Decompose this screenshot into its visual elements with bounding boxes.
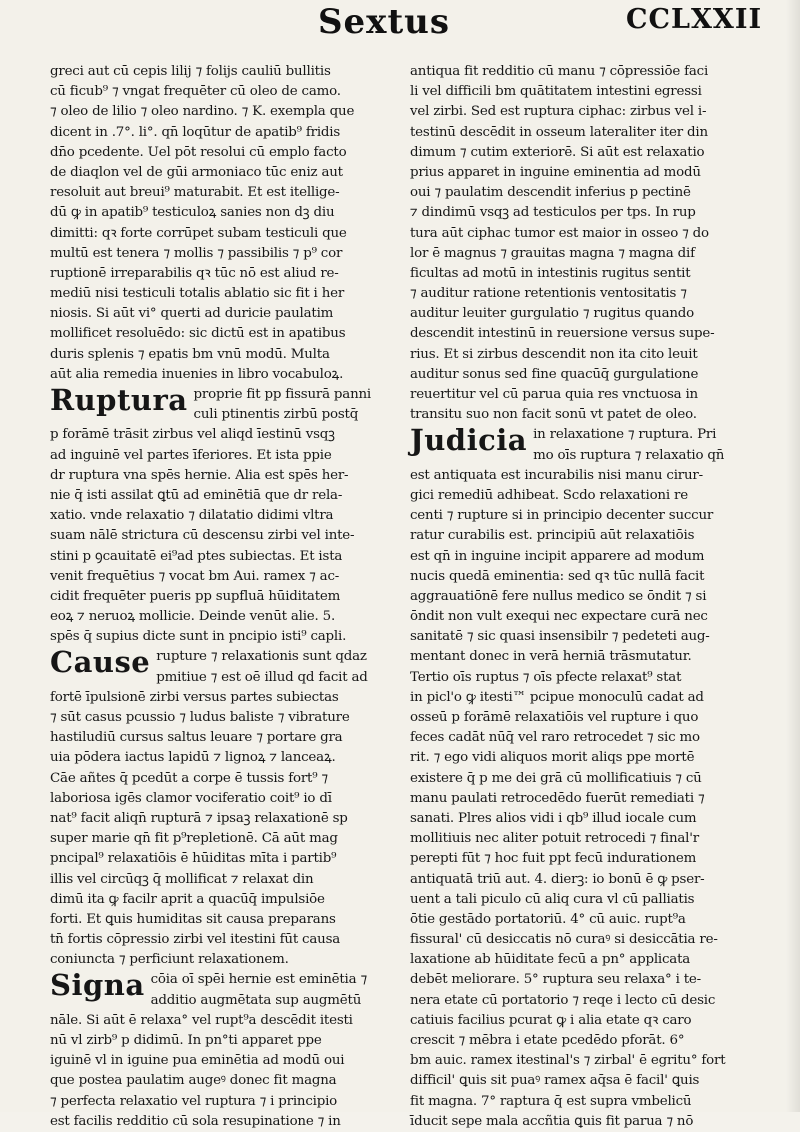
running-title: Sextus bbox=[318, 2, 451, 42]
judicia-heading: Judicia bbox=[410, 423, 528, 458]
judicia-heading-line bbox=[410, 423, 765, 463]
text-line: spēs q̄ supius dicte sunt in pncipio isti⁹ capli. bbox=[50, 629, 347, 645]
text-line: sanati. Plres alios vidi i qb⁹ illud iocale cum bbox=[410, 810, 697, 826]
text-line: descendit intestinū in reuersione versus supe- bbox=[410, 326, 715, 342]
text-line: ruptionē irreparabilis qꝛ tūc nō est aliud re- bbox=[50, 265, 339, 281]
text-line: ⁊ oleo de lilio ⁊ oleo nardino. ⁊ K. exempla que bbox=[50, 104, 355, 120]
text-line: laxatione ab hūiditate fecū a pn° applicata bbox=[410, 952, 691, 968]
text-line: dn̄o pcedente. Uel pōt resolui cū emplo facto bbox=[50, 144, 347, 160]
text-line: nū vl zirb⁹ p didimū. In pn°ti apparet ppe bbox=[50, 1033, 322, 1048]
text-line: li vel difficili bm quātitatem intestini egressi bbox=[410, 84, 702, 100]
text-line: duris splenis ⁊ epatis bm vnū modū. Multa bbox=[50, 346, 330, 362]
text-line: eoꝝ ⁊ neruoꝝ mollicie. Deinde venūt alie. 5. bbox=[50, 609, 336, 625]
text-line: venit frequētius ⁊ vocat bm Aui. ramex ⁊ ac- bbox=[50, 568, 340, 584]
text-line: oui ⁊ paulatim descendit inferius p pectinē bbox=[410, 185, 691, 201]
text-line: Cāe añtes q̄ pcedūt a corpe ē tussis fort⁹ ⁊ bbox=[50, 770, 328, 786]
text-line: que postea paulatim augeꝰ donec fit magna bbox=[50, 1073, 337, 1089]
text-line: pncipal⁹ relaxatiōis ē hūiditas mīta i partib⁹ bbox=[50, 851, 337, 867]
signa-first-line: cōia oī spēi hernie est eminētia ⁊ bbox=[150, 972, 367, 988]
ruptura-heading: Ruptura bbox=[50, 383, 188, 417]
text-line: dū ꝙ in apatib⁹ testiculoꝝ sanies non dꝫ diu bbox=[50, 205, 335, 221]
right-opening-paragraph bbox=[410, 62, 765, 425]
text-line: suam nālē strictura cū descensu zirbi vel inte- bbox=[50, 528, 355, 544]
text-line: dimū ita ꝙ facilr aprit a quacūq̄ impulsiōe bbox=[50, 891, 325, 907]
text-line: feces cadāt nūq̄ vel raro retrocedet ⁊ sic mo bbox=[410, 730, 700, 746]
text-line: perepti fūt ⁊ hoc fuit ppt fecū indurationem bbox=[410, 851, 697, 867]
text-line: est facilis redditio cū sola resupinatione ⁊ in bbox=[50, 1113, 341, 1129]
text-line: mentant donec in verā herniā trāsmutatur. bbox=[410, 649, 692, 665]
text-line: nera etate cū portatorio ⁊ reqe i lecto cū desic bbox=[410, 992, 716, 1008]
signa-heading-line bbox=[50, 968, 410, 1008]
text-line: stini p ꝯcauitatē ei⁹ad ptes subiectas. Et ista bbox=[50, 548, 343, 564]
text-line: debēt meliorare. 5° ruptura seu relaxa° i te- bbox=[410, 972, 701, 988]
ruptura-heading-line bbox=[50, 383, 410, 423]
right-column bbox=[410, 62, 765, 1132]
judicia-heading-text bbox=[533, 425, 724, 465]
text-line: p forāmē trāsit zirbus vel aliqd īestinū vsqꝫ bbox=[50, 427, 335, 443]
text-line: est antiquata est incurabilis nisi manu cirur- bbox=[410, 467, 703, 483]
signa-paragraph bbox=[50, 1011, 410, 1132]
text-line: aggrauatiōnē fere nullus medico se ōndit ⁊ si bbox=[410, 588, 707, 604]
text-line: dr ruptura vna spēs hernie. Alia est spēs her- bbox=[50, 467, 349, 483]
signa-heading: Signa bbox=[50, 968, 145, 1003]
text-line: manu paulati retrocedēdo fuerūt remediati ⁊ bbox=[410, 790, 705, 806]
text-line: īducit sepe mala accñtia ꝗuis fit parua ⁊ nō bbox=[410, 1113, 694, 1129]
text-line: fit magna. 7° raptura q̄ est supra vmbelicū bbox=[410, 1093, 692, 1109]
left-column bbox=[50, 62, 410, 1132]
text-line: de diaqlon vel de gūi armoniaco tūc eniz aut bbox=[50, 164, 343, 180]
text-line: in picl'o ꝙ itesti™ pcipue monoculū cadat ad bbox=[410, 689, 704, 705]
text-line: cidit frequēter pueris pp supfluā hūiditatem bbox=[50, 588, 341, 604]
text-line: iguinē vl in iguine pua eminētia ad modū oui bbox=[50, 1053, 345, 1069]
judicia-second-line: mo oīs ruptura ⁊ relaxatio qn̄ bbox=[533, 447, 725, 463]
ruptura-second-line: culi ptinentis zirbū postq̄ bbox=[193, 407, 359, 423]
text-line: resoluit aut breui⁹ maturabit. Et est itellige- bbox=[50, 185, 340, 201]
text-line: gici remediū adhibeat. Scdo relaxationi re bbox=[410, 487, 688, 503]
cause-first-line: rupture ⁊ relaxationis sunt qdaz bbox=[156, 649, 367, 665]
text-line: tn̄ fortis cōpressio zirbi vel itestini fūt causa bbox=[50, 932, 341, 948]
cause-heading: Cause bbox=[50, 645, 151, 680]
text-line: forti. Et ꝗuis humiditas sit causa preparans bbox=[50, 911, 336, 927]
text-line: reuertitur vel cū parua quia res vnctuosa in bbox=[410, 387, 698, 402]
text-line: prius apparet in inguine eminentia ad modū bbox=[410, 164, 701, 180]
folio-number: CCLXXII bbox=[626, 4, 763, 35]
text-line: dicent in .7°. li°. qn̄ loqūtur de apatib⁹ fridis bbox=[50, 124, 341, 140]
text-line: osseū p forāmē relaxatiōis vel rupture i quo bbox=[410, 710, 699, 725]
text-line: sanitatē ⁊ sic quasi insensibilr ⁊ pedeteti aug- bbox=[410, 629, 710, 645]
ruptura-heading-text bbox=[194, 385, 371, 425]
cause-paragraph bbox=[50, 688, 410, 971]
cause-second-line: pmitiue ⁊ est oē illud qd facit ad bbox=[156, 669, 368, 685]
text-line: testinū descēdit in osseum lateraliter iter din bbox=[410, 124, 708, 140]
text-line: bm auic. ramex itestinal's ⁊ zirbal' ē egritu° fort bbox=[410, 1053, 726, 1069]
text-line: mediū nisi testiculi totalis ablatio sic fit i her bbox=[50, 286, 345, 302]
text-line: rius. Et si zirbus descendit non ita cito leuit bbox=[410, 346, 698, 362]
cause-heading-text bbox=[156, 647, 367, 687]
text-line: ad inguinē vel partes īferiores. Et ista ppie bbox=[50, 447, 332, 463]
signa-second-line: additio augmētata sup augmētū bbox=[150, 992, 362, 1008]
page-edge bbox=[786, 0, 800, 1112]
text-line: fortē īpulsionē zirbi versus partes subiectas bbox=[50, 689, 339, 705]
text-line: catiuis facilius pcurat ꝙ i alia etate qꝛ caro bbox=[410, 1012, 692, 1028]
judicia-paragraph bbox=[410, 466, 765, 1132]
text-line: hastiludiū cursus saltus leuare ⁊ portare gra bbox=[50, 730, 343, 746]
text-line: centi ⁊ rupture si in principio decenter succur bbox=[410, 508, 714, 524]
text-line: Tertio oīs ruptus ⁊ oīs pfecte relaxat⁹ stat bbox=[410, 669, 682, 685]
text-line: auditur sonus sed fine quacūq̄ gurgulatione bbox=[410, 366, 699, 382]
left-opening-paragraph bbox=[50, 62, 410, 385]
text-line: cū ficub⁹ ⁊ vngat frequēter cū oleo de camo. bbox=[50, 84, 341, 100]
text-line: aūt alia remedia inuenies in libro vocabuloꝝ. bbox=[50, 366, 344, 382]
text-line: dimitti: qꝛ forte corrūpet subam testiculi que bbox=[50, 225, 347, 241]
text-line: lor ē magnus ⁊ grauitas magna ⁊ magna dif bbox=[410, 245, 695, 261]
text-line: ⁊ auditur ratione retentionis ventositatis ⁊ bbox=[410, 286, 687, 302]
text-line: difficil' ꝗuis sit puaꝰ ramex aq̄sa ē facil' ꝗuis bbox=[410, 1073, 700, 1089]
text-line: ⁊ perfecta relaxatio vel ruptura ⁊ i principio bbox=[50, 1093, 338, 1109]
text-line: est qn̄ in inguine incipit apparere ad modum bbox=[410, 548, 705, 564]
text-line: antiqua fit redditio cū manu ⁊ cōpressiōe faci bbox=[410, 64, 709, 79]
text-line: nat⁹ facit aliqn̄ rupturā ⁊ ipsaꝫ relaxationē sp bbox=[50, 810, 348, 826]
text-line: crescit ⁊ mēbra i etate pcedēdo pforāt. 6° bbox=[410, 1033, 685, 1048]
text-line: existere q̄ p me dei grā cū mollificatiuis ⁊ cū bbox=[410, 770, 702, 786]
judicia-first-line: in relaxatione ⁊ ruptura. Pri bbox=[533, 427, 717, 443]
text-line: coniuncta ⁊ perficiunt relaxationem. bbox=[50, 952, 289, 968]
text-line: ⁊ sūt casus pcussio ⁊ ludus baliste ⁊ vibrature bbox=[50, 710, 350, 725]
text-line: niosis. Si aūt vi° querti ad duricie paulatim bbox=[50, 306, 334, 322]
text-line: ratur curabilis est. principiū aūt relaxatiōis bbox=[410, 528, 695, 544]
text-line: fissural' cū desiccatis nō curaꝰ si desiccātia re- bbox=[410, 932, 718, 948]
text-line: uia pōdera iactus lapidū ⁊ lignoꝝ ⁊ lanceaꝝ. bbox=[50, 750, 336, 766]
text-line: dimum ⁊ cutim exteriorē. Si aūt est relaxatio bbox=[410, 144, 705, 160]
text-line: rit. ⁊ ego vidi aliquos morit aliqs ppe mortē bbox=[410, 750, 695, 766]
signa-heading-text bbox=[151, 970, 367, 1010]
text-line: tura aūt ciphac tumor est maior in osseo ⁊ do bbox=[410, 225, 709, 241]
text-line: ōtie gestādo portatoriū. 4° cū auic. rupt⁹a bbox=[410, 911, 686, 927]
text-line: vel zirbi. Sed est ruptura ciphac: zirbus vel i- bbox=[410, 104, 707, 120]
text-line: nucis quedā eminentia: sed qꝛ tūc nullā facit bbox=[410, 568, 705, 584]
text-line: mollificet resoluēdo: sic dictū est in apatibus bbox=[50, 326, 346, 342]
text-line: super marie qn̄ fit p⁹repletionē. Cā aūt mag bbox=[50, 831, 338, 847]
text-line: nie q̄ isti assilat ꝗtū ad eminētiā que dr rela- bbox=[50, 487, 343, 503]
text-line: antiquatā triū aut. 4. dierꝫ: io bonū ē ꝙ pser- bbox=[410, 871, 705, 887]
text-line: laboriosa igēs clamor vociferatio coit⁹ io dī bbox=[50, 790, 332, 806]
text-line: ōndit non vult exequi nec expectare curā nec bbox=[410, 609, 708, 625]
text-line: nāle. Si aūt ē relaxa° vel rupt⁹a descēdit itesti bbox=[50, 1012, 353, 1028]
text-line: ficultas ad motū in intestinis rugitus sentit bbox=[410, 265, 691, 281]
text-line: greci aut cū cepis lilij ⁊ folijs cauliū bullitis bbox=[50, 64, 331, 79]
cause-heading-line bbox=[50, 645, 410, 685]
text-line: uent a tali piculo cū aliq cura vl cū palliatis bbox=[410, 891, 695, 907]
text-line: auditur leuiter gurgulatio ⁊ rugitus quando bbox=[410, 306, 695, 322]
ruptura-first-line: proprie fit pp fissurā panni bbox=[193, 387, 371, 402]
text-line: multū est tenera ⁊ mollis ⁊ passibilis ⁊ p⁹ cor bbox=[50, 245, 343, 261]
text-line: xatio. vnde relaxatio ⁊ dilatatio didimi vltra bbox=[50, 508, 334, 524]
text-line: mollitiuis nec aliter potuit retrocedi ⁊ final'r bbox=[410, 831, 699, 847]
text-line: illis vel circūqꝫ q̄ mollificat ⁊ relaxat din bbox=[50, 871, 314, 887]
text-line: transitu suo non facit sonū vt patet de oleo. bbox=[410, 407, 697, 423]
ruptura-paragraph bbox=[50, 425, 410, 647]
text-line: ⁊ dindimū vsqꝫ ad testiculos per tps. In rup bbox=[410, 205, 696, 221]
